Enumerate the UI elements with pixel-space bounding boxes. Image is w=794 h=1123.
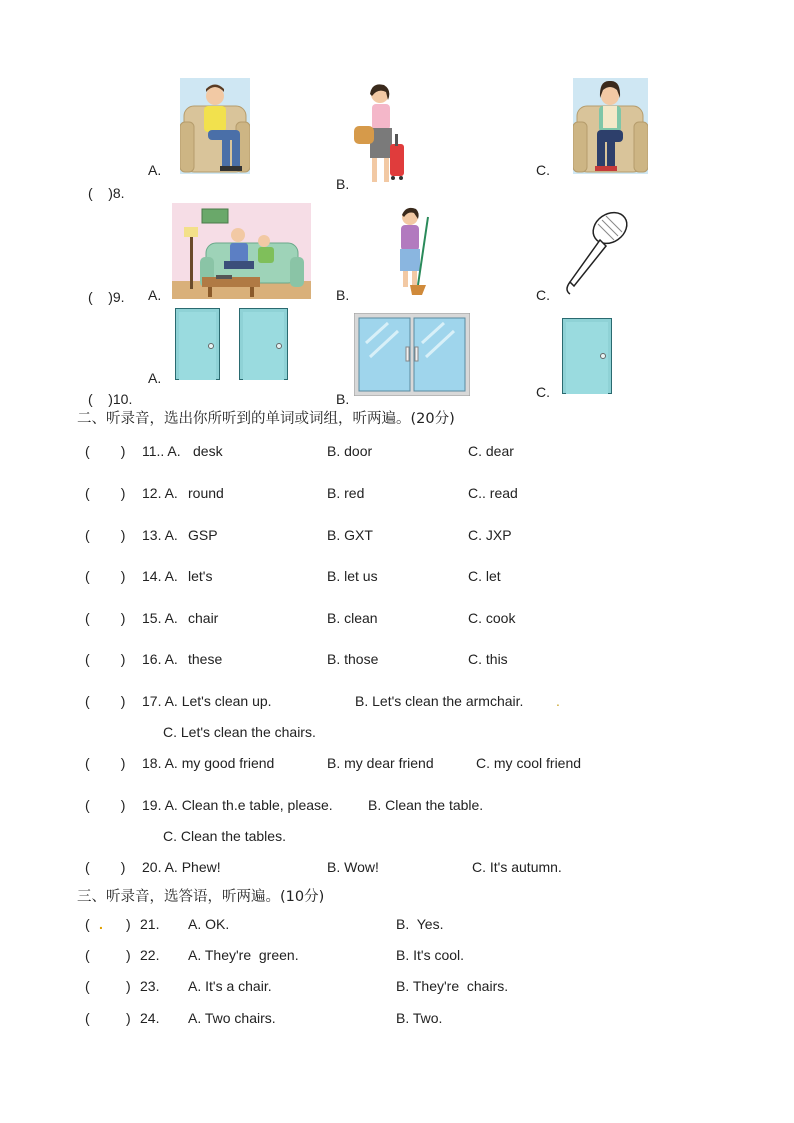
question-9-label: ( )9. xyxy=(88,289,125,305)
question-number: 12. A. xyxy=(142,485,178,501)
woman-sweeping-image xyxy=(392,205,436,297)
option-c: C. dear xyxy=(468,443,514,459)
section-3-title: 三、听录音，选答语，听两遍。(10分) xyxy=(77,889,325,905)
answer-blank[interactable]: ( ) xyxy=(85,859,126,875)
option-c: C.. read xyxy=(468,485,518,501)
question-number: 23. xyxy=(140,978,160,994)
question-20-option-c: C. It's autumn. xyxy=(472,859,562,875)
option-b: B. let us xyxy=(327,568,378,584)
living-room-sofa-image xyxy=(172,203,311,299)
question-10-label: ( )10. xyxy=(88,391,133,407)
door-image-2 xyxy=(239,308,288,380)
option-a: desk xyxy=(193,443,223,459)
question-17-option-c: C. Let's clean the chairs. xyxy=(163,724,316,740)
option-a: GSP xyxy=(188,527,218,543)
question-18-option-c: C. my cool friend xyxy=(476,755,582,771)
question-17-option-a: 17. A. Let's clean up. xyxy=(142,693,272,709)
option-a: A. It's a chair. xyxy=(188,978,272,994)
paren-right[interactable]: ) xyxy=(126,947,131,963)
question-17-option-b: B. Let's clean the armchair. xyxy=(355,693,524,709)
woman-with-suitcase-image xyxy=(350,82,410,188)
question-number: 21. xyxy=(140,916,160,932)
q8-option-a-label: A. xyxy=(148,287,162,303)
question-18-option-b: B. my dear friend xyxy=(327,755,434,771)
option-c: C. let xyxy=(468,568,501,584)
answer-blank[interactable]: ( ) xyxy=(85,651,126,667)
option-a: chair xyxy=(188,610,219,626)
answer-blank[interactable]: ( ) xyxy=(85,485,126,501)
section-2-title: 二、听录音，选出你所听到的单词或词组，听两遍。(20分) xyxy=(77,411,455,427)
answer-blank[interactable]: ( ) xyxy=(85,443,126,459)
answer-blank[interactable]: ( ) xyxy=(85,693,126,709)
paren-left[interactable]: ( xyxy=(85,916,90,932)
answer-blank[interactable]: ( ) xyxy=(85,527,126,543)
option-a: A. Two chairs. xyxy=(188,1010,276,1026)
question-18-option-a: 18. A. my good friend xyxy=(142,755,275,771)
option-b: B. Yes. xyxy=(396,916,444,932)
q9-option-b-label: B. xyxy=(336,391,350,407)
answer-mark: . xyxy=(99,916,103,932)
paren-right[interactable]: ) xyxy=(126,916,131,932)
woman-in-armchair-image xyxy=(573,78,648,174)
answer-blank[interactable]: ( ) xyxy=(85,755,126,771)
stray-dot: . xyxy=(556,693,560,709)
option-b: B. They're chairs. xyxy=(396,978,509,994)
option-c: C. JXP xyxy=(468,527,512,543)
question-number: 11.. A. xyxy=(142,443,181,459)
paren-left[interactable]: ( xyxy=(85,1010,90,1026)
paren-left[interactable]: ( xyxy=(85,978,90,994)
paren-left[interactable]: ( xyxy=(85,947,90,963)
q8-option-b-label: B. xyxy=(336,287,350,303)
option-b: B. GXT xyxy=(327,527,373,543)
option-b: B. It's cool. xyxy=(396,947,465,963)
option-b-label: B. xyxy=(336,176,350,192)
option-c: C. this xyxy=(468,651,508,667)
option-c-label: C. xyxy=(536,162,550,178)
paren-right[interactable]: ) xyxy=(126,978,131,994)
question-19-option-c: C. Clean the tables. xyxy=(163,828,286,844)
option-a: these xyxy=(188,651,223,667)
option-b: B. clean xyxy=(327,610,378,626)
question-number: 24. xyxy=(140,1010,160,1026)
option-c: C. cook xyxy=(468,610,516,626)
option-a: let's xyxy=(188,568,213,584)
paren-right[interactable]: ) xyxy=(126,1010,131,1026)
q8-option-c-label: C. xyxy=(536,287,550,303)
option-a: A. OK. xyxy=(188,916,230,932)
question-number: 13. A. xyxy=(142,527,178,543)
single-door-image xyxy=(562,318,612,394)
option-b: B. door xyxy=(327,443,373,459)
q9-option-a-label: A. xyxy=(148,370,162,386)
option-b: B. red xyxy=(327,485,365,501)
answer-blank[interactable]: ( ) xyxy=(85,797,126,813)
question-number: 16. A. xyxy=(142,651,178,667)
man-in-armchair-image xyxy=(180,78,250,174)
question-number: 14. A. xyxy=(142,568,178,584)
question-19-option-b: B. Clean the table. xyxy=(368,797,484,813)
question-number: 22. xyxy=(140,947,160,963)
answer-blank[interactable]: ( ) xyxy=(85,610,126,626)
q9-option-c-label: C. xyxy=(536,384,550,400)
microphone-image xyxy=(560,206,634,296)
question-19-option-a: 19. A. Clean th.e table, please. xyxy=(142,797,333,813)
question-8-label: ( )8. xyxy=(88,185,125,201)
option-a: round xyxy=(188,485,224,501)
window-image xyxy=(354,313,470,396)
option-a: A. They're green. xyxy=(188,947,299,963)
option-b: B. Two. xyxy=(396,1010,443,1026)
answer-blank[interactable]: ( ) xyxy=(85,568,126,584)
question-20-option-b: B. Wow! xyxy=(327,859,379,875)
option-a-label: A. xyxy=(148,162,162,178)
option-b: B. those xyxy=(327,651,379,667)
door-image-1 xyxy=(175,308,220,380)
question-20-option-a: 20. A. Phew! xyxy=(142,859,221,875)
question-number: 15. A. xyxy=(142,610,178,626)
